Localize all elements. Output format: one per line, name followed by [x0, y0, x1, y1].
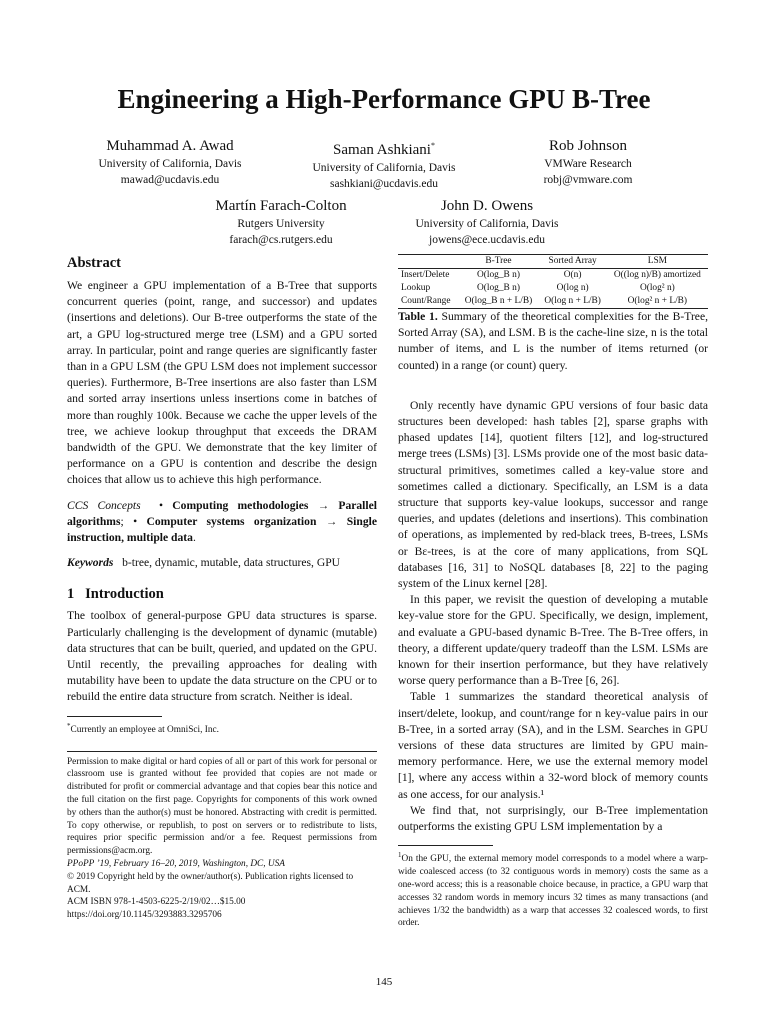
table-cell: O(log² n): [639, 283, 675, 293]
table-cell: O(log_B n): [477, 270, 520, 280]
author-affiliation: Rutgers University: [237, 218, 325, 230]
table-cell: O(log_B n): [477, 283, 520, 293]
caption-text: Summary of the theoretical complexities for the B-Tree, Sorted Array (SA), and LSM. B is the cache-line size, n is the total number of items, and L is the number of items returned (or counted) in a range (or count) query.: [398, 310, 708, 372]
ccs-punct: ;: [120, 514, 124, 528]
table-cell: Insert/Delete: [401, 270, 450, 280]
permission-text: Permission to make digital or hard copies of all or part of this work for personal or classroom use is granted without fee provided that copies are not made or distributed for profit or commercial advantage and that copies bear this notice and the full citation on the first page. Copyrights for components of this work owned by others than the author(s) must be honored. Abstracting with credit is permitted. To copy otherwise, or republish, to post on servers or to redistribute to lists, requires prior specific permission and/or a fee. Request permissions from permissions@acm.org.: [67, 756, 377, 857]
author-name: John D. Owens: [440, 198, 534, 214]
author-johnson: [468, 136, 708, 188]
author-footnote-mark: *: [430, 141, 435, 150]
footnote-rule: [398, 845, 493, 846]
author-name: Martín Farach-Colton: [215, 198, 347, 214]
footnote-mark: 1: [398, 851, 402, 860]
venue: PPoPP ’19, February 16–20, 2019, Washington, DC, USA: [67, 858, 285, 869]
right-column: [398, 254, 708, 930]
doi-link[interactable]: https://doi.org/10.1145/3293883.3295706: [67, 910, 222, 921]
complexity-table: [398, 254, 708, 309]
table-cell: O(log n): [556, 283, 589, 293]
author-affiliation: VMWare Research: [544, 158, 632, 170]
isbn: ACM ISBN 978-1-4503-6225-2/19/02…$15.00: [67, 897, 246, 908]
intro-heading: [67, 585, 377, 603]
body-paragraph: Table 1 summarizes the standard theoretical analysis of insert/delete, lookup, and count/range for n key-value pairs in our B-Tree, in a sorted array (SA), and in the LSM. Searches in GPU versions of these data structures are limited by GPU main-memory performance. Here, we use the external memory model [1], where any access within a 32-word block of memory counts as one access, for our analysis.¹: [398, 690, 708, 801]
footnote-rule: [67, 716, 162, 717]
abstract-heading: Abstract: [67, 255, 121, 271]
author-farach-colton: [161, 196, 401, 248]
table-row: [398, 295, 708, 309]
author-name: Muhammad A. Awad: [106, 138, 234, 154]
author-email: sashkiani@ucdavis.edu: [330, 178, 438, 190]
paper-title: Engineering a High-Performance GPU B-Tree: [117, 84, 651, 114]
body-paragraph: We find that, not surprisingly, our B-Tree implementation outperforms the existing GPU LSM implementation by a: [398, 803, 708, 834]
ccs-item-1: Computing methodologies → Parallel algorithms: [67, 498, 377, 528]
keywords: [67, 555, 377, 571]
table-cell: Lookup: [401, 283, 431, 293]
author-name-text: Saman Ashkiani: [333, 142, 431, 158]
table-cell: O(log² n + L/B): [627, 296, 688, 306]
ccs-punct: .: [192, 531, 196, 545]
section-number: 1: [67, 586, 75, 603]
author-affiliation: University of California, Davis: [98, 158, 242, 170]
table-row: [398, 269, 708, 283]
body-paragraph: Only recently have dynamic GPU versions of four basic data structures been developed: hash tables [2], sparse graphs with phased updates [14], quotient filters [12], and log-structured merge trees (LSMs) [3]. LSMs provide one of the most basic data-structural primitives, sometimes called a key-value store and sometimes called a dictionary. Specifically, an LSM is a data structure that supports key-value lookups, successor and range queries, and updates (deletions and insertions). This combination of operations, as implemented by red-black trees, B-trees, LSMs or Bε-trees, is at the core of many applications, from SQL databases [16, 31] to NoSQL databases [8, 22] to the paging system of the Linux kernel [28].: [398, 398, 708, 591]
author-email: robj@vmware.com: [543, 174, 633, 186]
table-header-row: [398, 255, 708, 269]
copyright: © 2019 Copyright held by the owner/author(s). Publication rights licensed to ACM.: [67, 871, 354, 895]
keywords-text: b-tree, dynamic, mutable, data structures, GPU: [122, 556, 341, 570]
table-cell: O(log_B n + L/B): [464, 296, 533, 306]
ccs-item-2: Computer systems organization → Single instruction, multiple data: [67, 514, 377, 545]
table-cell: O((log n)/B) amortized: [613, 270, 701, 280]
author-owens: [367, 196, 607, 248]
table-header: LSM: [647, 256, 667, 266]
author-email: farach@cs.rutgers.edu: [229, 234, 333, 246]
abstract-text: We engineer a GPU implementation of a B-Tree that supports concurrent queries (point, range, and successor) and updates (insertions and deletions). Our B-tree outperforms the state of the art, a GPU log-structured merge tree (LSM) and a GPU sorted array. In particular, point and range queries are significantly faster than in a GPU LSM (the GPU LSM does not implement successor queries). Furthermore, B-Tree insertions are also faster than LSM and sorted array insertions unless insertions come in batches of more than roughly 100k. Because we cache the upper levels of the tree, we achieve lookup throughput that exceeds the DRAM bandwidth of the GPU. We demonstrate that the key limiter of performance on a GPU is contention and describe the design choices that allow us to achieve this high performance.: [67, 279, 377, 487]
footnote-mark: *: [67, 721, 71, 730]
footnote-1: [398, 849, 708, 930]
page-number: 145: [375, 976, 393, 988]
author-email: jowens@ece.ucdavis.edu: [429, 234, 545, 246]
left-column: [67, 254, 377, 922]
body-paragraph: In this paper, we revisit the question of developing a mutable key-value store for the GPU. Specifically, we design, implement, and evaluate a GPU-based dynamic B-Tree. The B-Tree offers, in theory, a different update/query tradeoff than the LSM. LSMs are known for their insertion performance, but they have relatively worse query performance than a B-Tree [6, 26].: [398, 593, 708, 688]
keywords-label: Keywords: [67, 556, 114, 570]
table-cell: O(log n + L/B): [544, 296, 601, 306]
table-caption: [398, 309, 708, 374]
table-header: [398, 255, 458, 269]
section-title: Introduction: [85, 586, 164, 603]
caption-label: Table 1.: [398, 310, 438, 323]
author-email: mawad@ucdavis.edu: [120, 174, 220, 186]
ccs-label: CCS Concepts: [67, 498, 141, 512]
footnote-employee: [67, 720, 377, 737]
footnote-text: On the GPU, the external memory model corresponds to a model where a warp-wide coalesced access (to 32 contiguous words in memory) costs the same as a one-word access; this is a reasonable choice because, in practice, a GPU warp that accesses 32 random words in memory incurs 32 times as many transactions (and achieves 1/32 the bandwidth) as a warp that accesses 32 coalesced words, to first order.: [398, 854, 708, 929]
table-cell: Count/Range: [401, 296, 451, 306]
table-header: Sorted Array: [548, 256, 597, 266]
intro-paragraph: The toolbox of general-purpose GPU data structures is sparse. Particularly challenging is the development of dynamic (mutable) data structures that can be built, queried, and updated on the GPU. Until recently, the prevailing approaches for dealing with mutability have been to update the data structure on the CPU or to rebuild the entire data structure from scratch. Neither is ideal.: [67, 609, 377, 704]
ccs-bullet: •: [133, 514, 138, 528]
author-awad: [50, 136, 290, 188]
permission-rule: [67, 751, 377, 752]
table-cell: O(n): [563, 270, 582, 280]
footnote-text: Currently an employee at OmniSci, Inc.: [70, 724, 219, 735]
author-name: Rob Johnson: [549, 138, 627, 154]
table-row: [398, 282, 708, 295]
author-affiliation: University of California, Davis: [312, 162, 456, 174]
ccs-concepts: [67, 498, 377, 547]
permission-block: [67, 756, 377, 922]
author-affiliation: University of California, Davis: [415, 218, 559, 230]
ccs-bullet: •: [159, 498, 164, 512]
table-header: B-Tree: [485, 256, 512, 266]
